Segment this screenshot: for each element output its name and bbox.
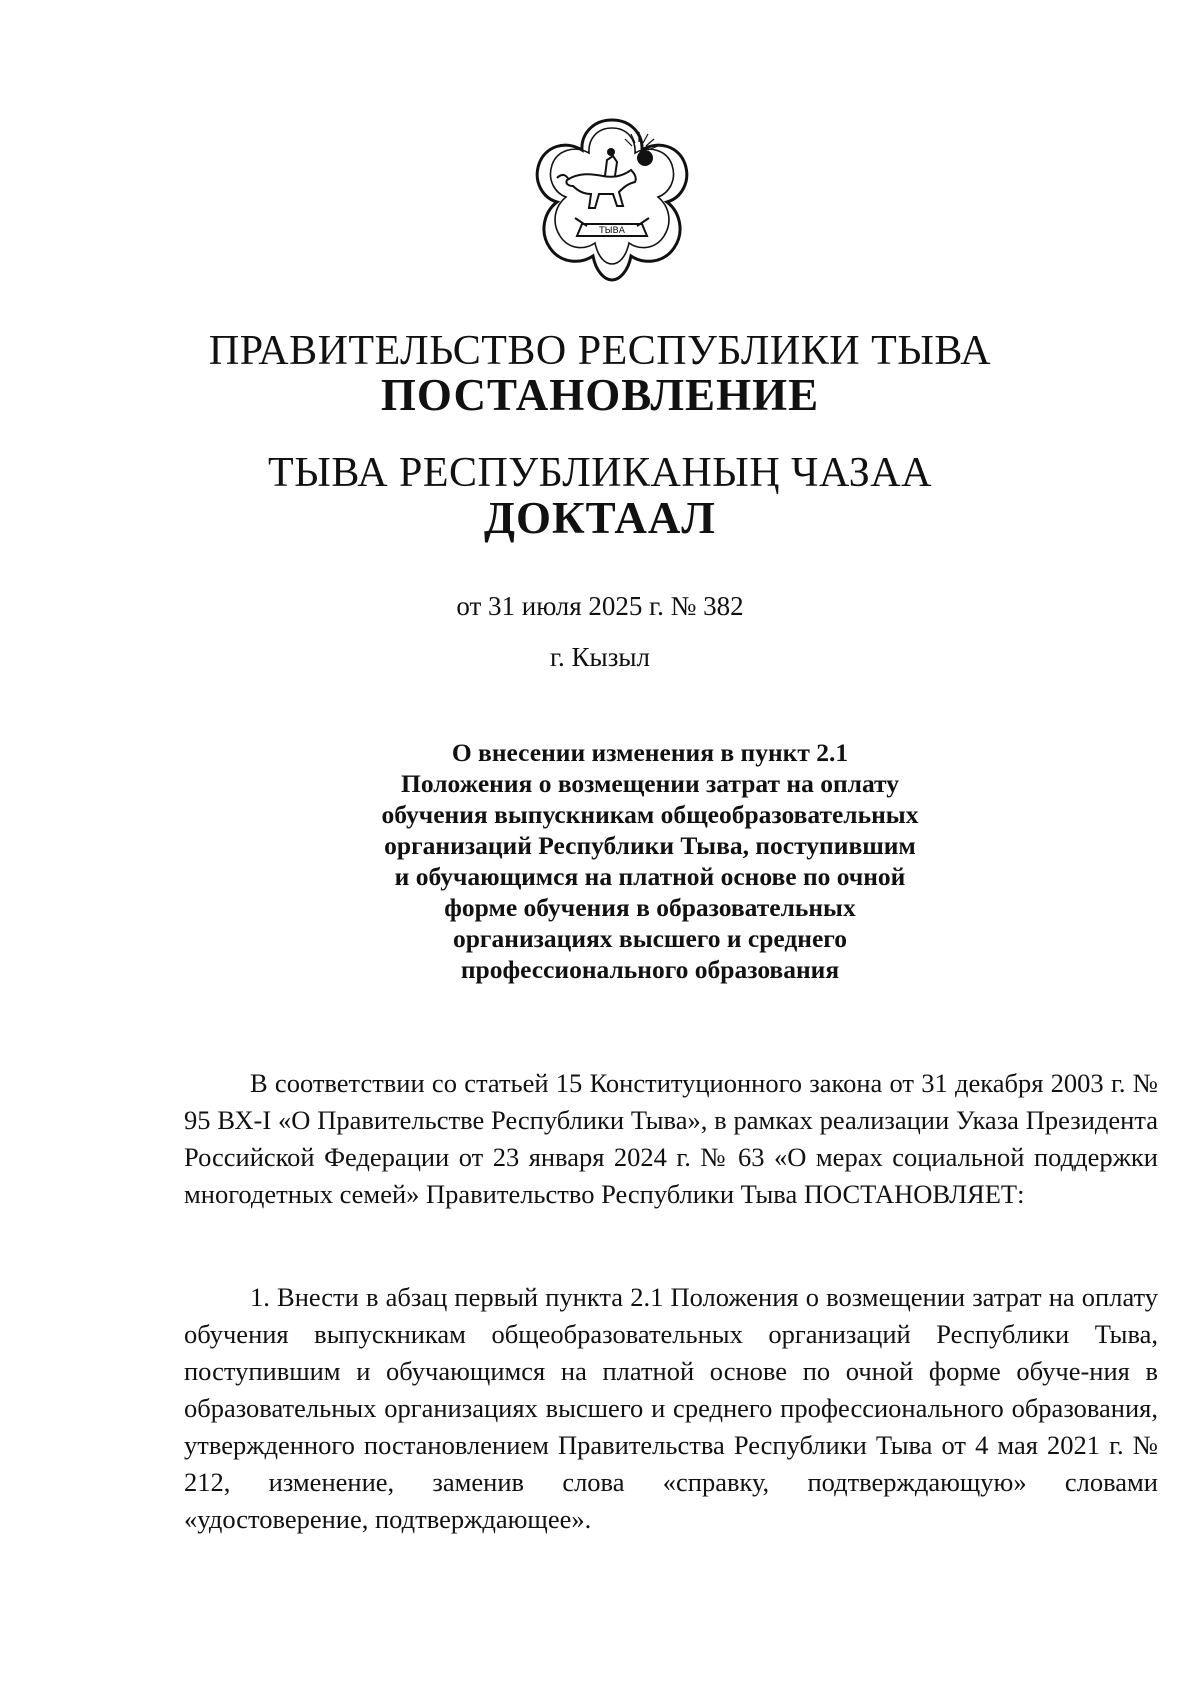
document-type-tyv: ДОКТААЛ <box>484 493 716 543</box>
title-line: и обучающимся на платной основе по очной <box>394 862 906 891</box>
title-line: организаций Республики Тыва, поступившим <box>384 831 916 860</box>
title-line: обучения выпускникам общеобразовательных <box>381 800 919 829</box>
tuva-coat-of-arms-icon <box>527 112 697 284</box>
preamble-paragraph: В соответствии со статьей 15 Конституционного закона от 31 декабря 2003 г. № 95 ВХ-I «О Правительстве Республики Тыва», в рамках реализации Указа Президента Российской Федерации от 23 января 2024 г. № 63 «О мерах социальной поддержки многодетных семей» Правительство Республики Тыва ПОСТАНОВЛЯЕТ: <box>184 1068 1158 1209</box>
document-date-number: от 31 июля 2025 г. № 382 <box>456 591 744 621</box>
title-line: форме обучения в образовательных <box>444 893 856 922</box>
svg-text:ТЫВА: ТЫВА <box>599 226 625 236</box>
document-title <box>330 737 970 985</box>
document-type-ru: ПОСТАНОВЛЕНИЕ <box>380 370 820 420</box>
title-line: профессионального образования <box>460 955 840 984</box>
government-name-tyv: ТЫВА РЕСПУБЛИКАНЫҢ ЧАЗАА <box>268 450 932 496</box>
title-line: организациях высшего и среднего <box>452 924 848 953</box>
government-name-ru: ПРАВИТЕЛЬСТВО РЕСПУБЛИКИ ТЫВА <box>208 328 992 374</box>
clause-1-paragraph: 1. Внести в абзац первый пункта 2.1 Положения о возмещении затрат на оплату обучения выпускникам общеобразовательных организаций Республики Тыва, поступившим и обучающимся на платной основе по очной форме обуче-ния в образовательных организациях высшего и среднего профессионального образования, утвержденного постановлением Правительства Республики Тыва от 4 мая 2021 г. № 212, изменение, заменив слова «справку, подтверждающую» словами «удостоверение, подтверждающее». <box>184 1282 1158 1534</box>
title-line: О внесении изменения в пункт 2.1 <box>451 738 849 767</box>
document-city: г. Кызыл <box>550 642 650 672</box>
title-line: Положения о возмещении затрат на оплату <box>401 769 899 798</box>
